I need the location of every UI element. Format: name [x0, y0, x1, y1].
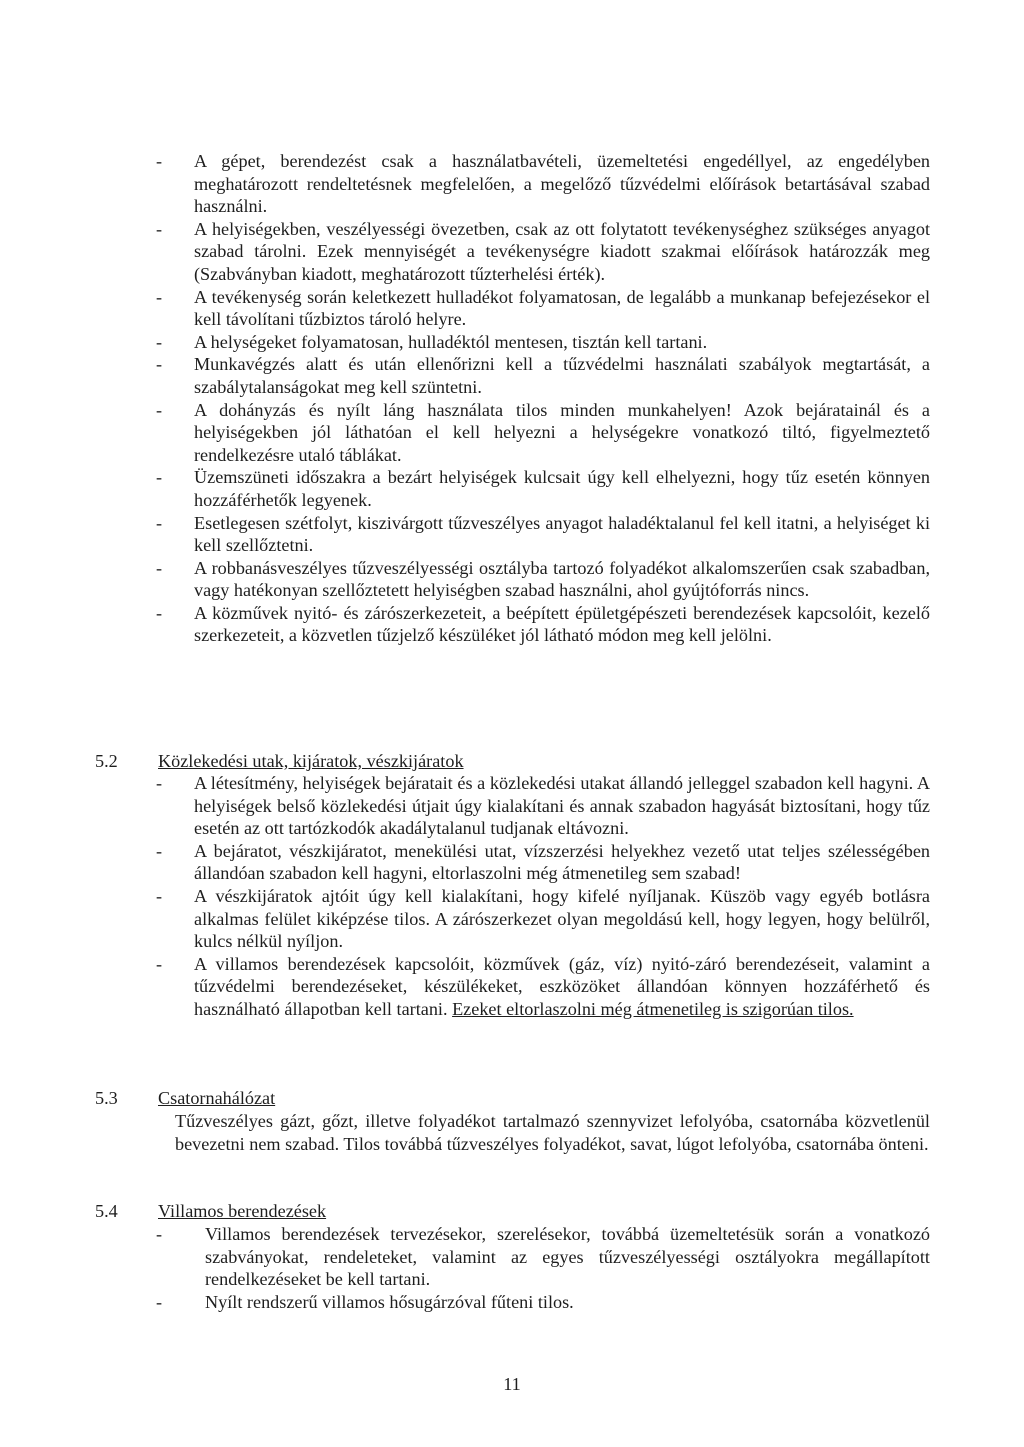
section-number: 5.3	[95, 1088, 118, 1108]
list-item: - Esetlegesen szétfolyt, kiszivárgott tűzveszélyes anyagot haladéktalanul fel kell itatni, a helyiséget ki kell szellőztetni.	[156, 512, 930, 556]
bullet-dash: -	[156, 1224, 163, 1244]
list-item: - A létesítmény, helyiségek bejáratait és a közlekedési utakat állandó jelleggel szabadon kell hagyni. A helyiségek belső közlekedési útjait úgy kialakítani és annak szabadon hagyását biztosítani, hogy tűz esetén az ott tartózkodók akadálytalanul tudjanak eltávozni.	[156, 773, 930, 839]
bullet-dash: -	[156, 218, 163, 239]
bullet-dash: -	[156, 840, 163, 861]
section-title: Csatornahálózat	[158, 1088, 276, 1108]
bullet-dash: -	[156, 885, 163, 906]
list-item: - Villamos berendezések tervezésekor, szerelésekor, továbbá üzemeltetésük során a vonatkozó szabványokat, rendeleteket, valamint az egyes tűzveszélyességi osztályokra megállapított rendelkezéseket be kell tartani.	[156, 1224, 930, 1290]
list-item: - Nyílt rendszerű villamos hősugárzóval fűteni tilos.	[156, 1291, 574, 1312]
section-number: 5.2	[95, 751, 118, 771]
list-item: - A helységeket folyamatosan, hulladéktól mentesen, tisztán kell tartani.	[156, 331, 708, 352]
section-heading	[0, 1200, 1024, 1224]
section-5-4-list	[0, 1223, 1024, 1313]
section-heading	[0, 1087, 1024, 1111]
bullet-dash: -	[156, 1291, 163, 1312]
list-item: - A vészkijáratok ajtóit úgy kell kialakítani, hogy kifelé nyíljanak. Küszöb vagy egyéb botlásra alkalmas felület kiképzése tilos. A zárószerkezet olyan megoldású kell, hogy legyen, hogy belülről, kulcs nélkül nyíljon.	[156, 885, 930, 952]
bullet-dash: -	[156, 331, 163, 352]
list-item: - A dohányzás és nyílt láng használata tilos minden munkahelyen! Azok bejáratainál és a helyiségekben jól láthatóan el kell helyezni a helységekre vonatkozó tiltó, figyelmeztető rendelkezésre utaló táblákat.	[156, 399, 930, 465]
section-heading	[0, 750, 1024, 774]
list-item: - A bejáratot, vészkijáratot, menekülési utat, vízszerzési helyekhez vezető utat teljes szélességében állandóan szabadon kell hagyni, eltorlaszolni még átmenetileg sem szabad!	[156, 840, 930, 884]
list-item: - A robbanásveszélyes tűzveszélyességi osztályba tartozó folyadékot alkalomszerűen csak szabadban, vagy hatékonyan szellőztetett helyiségben szabad használni, ahol gyújtóforrás nincs.	[156, 557, 930, 601]
section-5-2-list	[0, 772, 1024, 1021]
bullet-dash: -	[156, 557, 163, 578]
bullet-dash: -	[156, 354, 163, 375]
list-item: - A villamos berendezések kapcsolóit, közművek (gáz, víz) nyitó-záró berendezéseit, valamint a tűzvédelmi berendezéseket, készülékeket, eszközöket állandóan könnyen hozzáférhető és használható állapotban kell tartani. Ezeket eltorlaszolni még átmenetileg is szigorúan tilos.	[156, 953, 930, 1019]
bullet-dash: -	[156, 399, 163, 420]
section-number: 5.4	[95, 1201, 118, 1221]
bullet-dash: -	[156, 773, 163, 793]
section-5-3-body	[0, 1110, 1024, 1155]
list-item: - A tevékenység során keletkezett hulladékot folyamatosan, de legalább a munkanap befejezésekor el kell távolítani tűzbiztos tároló helyre.	[156, 286, 930, 330]
list-item: - A közművek nyitó- és zárószerkezeteit, a beépített épületgépészeti berendezések kapcsolóit, kezelő szerkezeteit, a közvetlen tűzjelző készüléket jól látható módon meg kell jelölni.	[156, 602, 930, 646]
list-item: - Üzemszüneti időszakra a bezárt helyiségek kulcsait úgy kell elhelyezni, hogy tűz esetén könnyen hozzáférhetők legyenek.	[156, 467, 930, 510]
bullet-dash: -	[156, 953, 163, 974]
bullet-dash: -	[156, 151, 163, 171]
list-item: - A helyiségekben, veszélyességi övezetben, csak az ott folytatott tevékenységhez szükséges anyagot szabad tárolni. Ezek mennyiségét a tevékenységre kiadott szakmai előírások határozzák meg (Szabványban kiadott, meghatározott tűzterhelési érték).	[156, 218, 930, 284]
bullet-dash: -	[156, 512, 163, 533]
bullet-dash: -	[156, 467, 163, 488]
list-item: - Munkavégzés alatt és után ellenőrizni kell a tűzvédelmi használati szabályok megtartását, a szabálytalanságokat meg kell szüntetni.	[156, 354, 930, 397]
section-title: Villamos berendezések	[158, 1201, 327, 1221]
section-5-1-list	[0, 150, 1024, 647]
underlined-warning: Ezeket eltorlaszolni még átmenetileg is szigorúan tilos.	[452, 998, 854, 1019]
bullet-dash: -	[156, 286, 163, 307]
section-title: Közlekedési utak, kijáratok, vészkijáratok	[158, 751, 464, 771]
paragraph: Tűzveszélyes gázt, gőzt, illetve folyadékot tartalmazó szennyvizet lefolyóba, csatornába közvetlenül bevezetni nem szabad. Tilos továbbá tűzveszélyes folyadékot, savat, lúgot lefolyóba, csatornába önteni.	[175, 1111, 930, 1154]
page-number: 11	[503, 1374, 521, 1394]
list-item: - A gépet, berendezést csak a használatbavételi, üzemeltetési engedéllyel, az engedélyben meghatározott rendeltetésnek megfelelően, a megelőző tűzvédelmi előírások betartásával szabad használni.	[156, 151, 930, 217]
bullet-dash: -	[156, 602, 163, 623]
